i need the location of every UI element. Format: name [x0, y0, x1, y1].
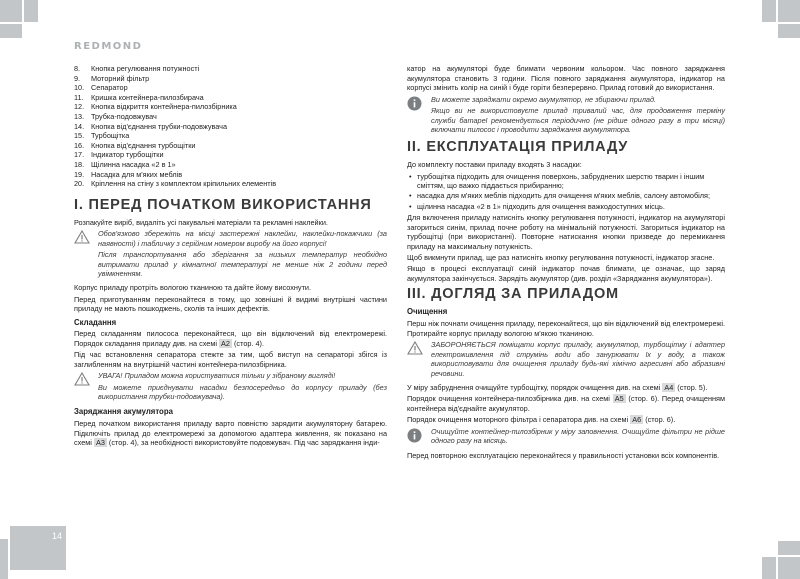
- scheme-ref[interactable]: A2: [221, 339, 230, 349]
- brand-logo: REDMOND: [74, 41, 143, 52]
- corner-mark: [762, 0, 776, 22]
- bullet-item: [407, 191, 725, 201]
- item-label: Трубка-подовжувач: [91, 111, 157, 121]
- item-number: 13.: [74, 111, 85, 121]
- item-number: 9.: [74, 73, 81, 83]
- paragraph: Порядок очищення контейнера-пилозбірника див. на схемі A5 (стор. 6). Перед очищенням контейнера від'єднайте акумулятор.: [407, 394, 725, 413]
- bullet-icon: •: [409, 201, 412, 211]
- bullet-icon: •: [409, 171, 412, 181]
- item-label: Сепаратор: [91, 83, 128, 93]
- info-text: Очищуйте контейнер-пилозбірник у міру заповнення. Очищуйте фільтри не рідше одного разу на місяць.: [431, 426, 725, 446]
- section-title-care: III. ДОГЛЯД ЗА ПРИЛАДОМ: [407, 286, 619, 303]
- subheading-charging: Заряджання акумулятора: [74, 407, 173, 417]
- parts-list-item: [74, 93, 387, 103]
- scheme-ref[interactable]: A4: [664, 383, 674, 393]
- paragraph: Розпакуйте виріб, видаліть усі пакувальні матеріали та рекламні наклейки.: [74, 217, 328, 227]
- info-text: Якщо ви не використовуєте прилад тривалий час, для продовження терміну служби батареї рекомендується періодично (не рідше одного разу в три місяці) включати пилосос і проводити заряджання акумулятора.: [431, 105, 725, 135]
- item-number: 14.: [74, 121, 85, 131]
- item-label: Насадка для м'яких меблів: [91, 169, 183, 179]
- paragraph: У міру забруднення очищуйте турбощітку, порядок очищення див. на схемі A4 (стор. 5).: [407, 383, 708, 393]
- section-title-operation: II. ЕКСПЛУАТАЦІЯ ПРИЛАДУ: [407, 139, 629, 156]
- item-label: Кнопка від'єднання трубки-подовжувача: [91, 121, 228, 131]
- bullet-text: щілинна насадка «2 в 1» підходить для очищення важкодоступних місць.: [417, 201, 665, 211]
- bullet-item: [407, 202, 725, 212]
- corner-mark: [778, 0, 800, 22]
- item-number: 15.: [74, 131, 85, 141]
- corner-mark: [0, 0, 22, 22]
- bullet-icon: •: [409, 191, 412, 201]
- scheme-ref[interactable]: A6: [632, 415, 642, 425]
- section-title-before-use: I. ПЕРЕД ПОЧАТКОМ ВИКОРИСТАННЯ: [74, 196, 372, 213]
- warning-text: Ви можете приєднувати насадки безпосередньо до корпусу приладу (без використання трубки-подовжувача).: [98, 382, 387, 402]
- item-label: Щілинна насадка «2 в 1»: [91, 159, 176, 169]
- warning-text: ЗАБОРОНЯЄТЬСЯ поміщати корпус приладу, акумулятор, турбощітку і адаптер електроживлення під струмінь води або занурювати їх у воду, а також використовувати для очищення приладу будь-які хімічно агресивні або абразивні речовини.: [431, 340, 725, 378]
- paragraph: Перед початком використання приладу варто повністю зарядити акумуляторну батарею. Підключіть прилад до електромережі за допомогою адаптера живлення, як показано на схемі A3 (стор. 4), за необхідності використовуйте подовжувач. Під час заряджання інди-: [74, 418, 387, 448]
- item-label: Кнопка відкриття контейнера-пилозбірника: [91, 102, 237, 112]
- item-number: 19.: [74, 169, 85, 179]
- paragraph: Щоб викмнути прилад, ще раз натисніть кнопку регулювання потужності, індикатор згасне.: [407, 253, 715, 263]
- item-number: 20.: [74, 179, 85, 189]
- warning-text: Після транспортування або зберігання за низьких температур необхідно витримати прилад у кімнатної температурі не менше ніж 2 години перед увімкненням.: [98, 250, 387, 279]
- scheme-ref[interactable]: A5: [614, 394, 624, 404]
- warning-text: Обов'язково збережіть на місці застережні наклейки, наклейки-покажчики (за наявності) і табличку з серійним номером виробу на його корпусі!: [98, 229, 387, 248]
- parts-list-item: [74, 122, 387, 132]
- right-column: [407, 64, 725, 462]
- item-number: 17.: [74, 150, 85, 160]
- paragraph: Перш ніж почнати очищення приладу, переконайтеся, що він відключений від електромережі. Протирайте корпус приладу вологою м'якою тканиною.: [407, 319, 725, 338]
- item-label: Кріплення на стіну з комплектом кріпильних елементів: [91, 179, 277, 189]
- info-text: Ви можете заряджати окремо акумулятор, не збираючи прилад.: [431, 94, 657, 104]
- parts-list-item: [74, 170, 387, 180]
- paragraph: Корпус приладу протріть вологою тканиною та дайте йому висохнути.: [74, 283, 312, 293]
- info-icon: [407, 428, 422, 443]
- warning-note: [407, 340, 725, 380]
- info-note: [407, 95, 725, 137]
- info-icon: [407, 96, 422, 111]
- paragraph: Якщо в процесі експлуатації синій індикатор почав блимати, це означає, що заряд акумулятора закінчується. Зарядіть акумулятор (див. розділ «Заряджання акумулятора»).: [407, 264, 725, 283]
- bullet-text: насадка для м'яких меблів підходить для очищення м'яких меблів, салону автомобіля;: [417, 191, 710, 201]
- item-label: Кнопка від'єднання турбощітки: [91, 140, 196, 150]
- item-number: 18.: [74, 159, 85, 169]
- parts-list-item: [74, 179, 387, 189]
- subheading-assembly: Складання: [74, 317, 117, 327]
- warning-text: УВАГА! Приладом можна користуватися тільки у зібраному вигляді!: [98, 371, 336, 381]
- bullet-item: [407, 172, 725, 191]
- paragraph: Під час встановлення сепаратора стежте за тим, щоб виступ на сепараторі збігся із заглибленням на внутрішній частині контейнера-пилозбірника.: [74, 350, 387, 369]
- corner-mark: [0, 539, 8, 579]
- parts-list-item: [74, 160, 387, 170]
- warning-icon: [407, 341, 423, 355]
- subheading-cleaning: Очищення: [407, 307, 448, 317]
- item-label: Кришка контейнера-пилозбирача: [91, 92, 204, 102]
- paragraph: Перед повторною експлуатацією переконайтеся у правильності установки всіх компонентів.: [407, 450, 720, 460]
- item-number: 10.: [74, 83, 85, 93]
- parts-list-item: [74, 64, 387, 74]
- warning-note: [74, 229, 387, 280]
- paragraph: катор на акумуляторі буде блимати червоним кольором. Час повного заряджання акумулятора становить 3 години. Після повного заряджання акумулятора, індикатор на корпусі змінить колір на синій і буде горіти безперервно. Прилад готовий до використання.: [407, 64, 725, 93]
- warning-icon: [74, 372, 90, 386]
- parts-list-item: [74, 102, 387, 112]
- page-number: 14: [52, 531, 63, 541]
- item-label: Кнопка регулювання потужності: [91, 64, 200, 73]
- corner-mark: [778, 557, 800, 579]
- paragraph: Перед приготуванням переконайтеся в тому, що зовнішні й видимі внутрішні частини приладу не мають пошкоджень, сколів та інших дефектів.: [74, 294, 387, 314]
- parts-list-item: [74, 141, 387, 151]
- parts-list-item: [74, 131, 387, 141]
- warning-note: [74, 371, 387, 403]
- parts-list-item: [74, 150, 387, 160]
- item-label: Моторний фільтр: [91, 73, 150, 83]
- item-number: 8.: [74, 64, 81, 73]
- corner-mark: [778, 24, 800, 38]
- bullet-text: турбощітка підходить для очищення поверхонь, забруднених шерстю тварин і іншим сміттям, що важко піддається прибиранню;: [417, 171, 705, 191]
- accessory-list: [407, 172, 725, 212]
- corner-mark: [778, 541, 800, 555]
- corner-mark: [24, 0, 38, 22]
- warning-icon: [74, 230, 90, 244]
- parts-list-item: [74, 112, 387, 122]
- corner-mark: [762, 557, 776, 579]
- parts-list: [74, 64, 387, 189]
- parts-list-item: [74, 74, 387, 84]
- paragraph: До комплекту поставки приладу входять 3 насадки:: [407, 160, 582, 170]
- paragraph: Для включення приладу натисніть кнопку регулювання потужності, індикатор на акумуляторі загориться синім, прилад почне роботу на мінімальній потужності. Загориться індикатор на турбощітці (при використанні). Повторне натискання кнопки призведе до перемикання приладу на максимальну потужність.: [407, 213, 725, 251]
- item-number: 12.: [74, 102, 85, 112]
- item-number: 16.: [74, 140, 85, 150]
- paragraph: Перед складанням пилососа переконайтеся, що він відключений від електромережі. Порядок складання приладу див. на схемі A2 (стор. 4).: [74, 329, 387, 349]
- paragraph: Порядок очищення моторного фільтра і сепаратора див. на схемі A6 (стор. 6).: [407, 415, 676, 425]
- left-column: [74, 64, 387, 449]
- info-note: [407, 427, 725, 448]
- corner-mark: [0, 24, 22, 38]
- item-label: Турбощітка: [91, 131, 130, 141]
- parts-list-item: [74, 83, 387, 93]
- scheme-ref[interactable]: A3: [95, 438, 105, 448]
- item-number: 11.: [74, 92, 84, 102]
- item-label: Індикатор турбощітки: [91, 150, 164, 160]
